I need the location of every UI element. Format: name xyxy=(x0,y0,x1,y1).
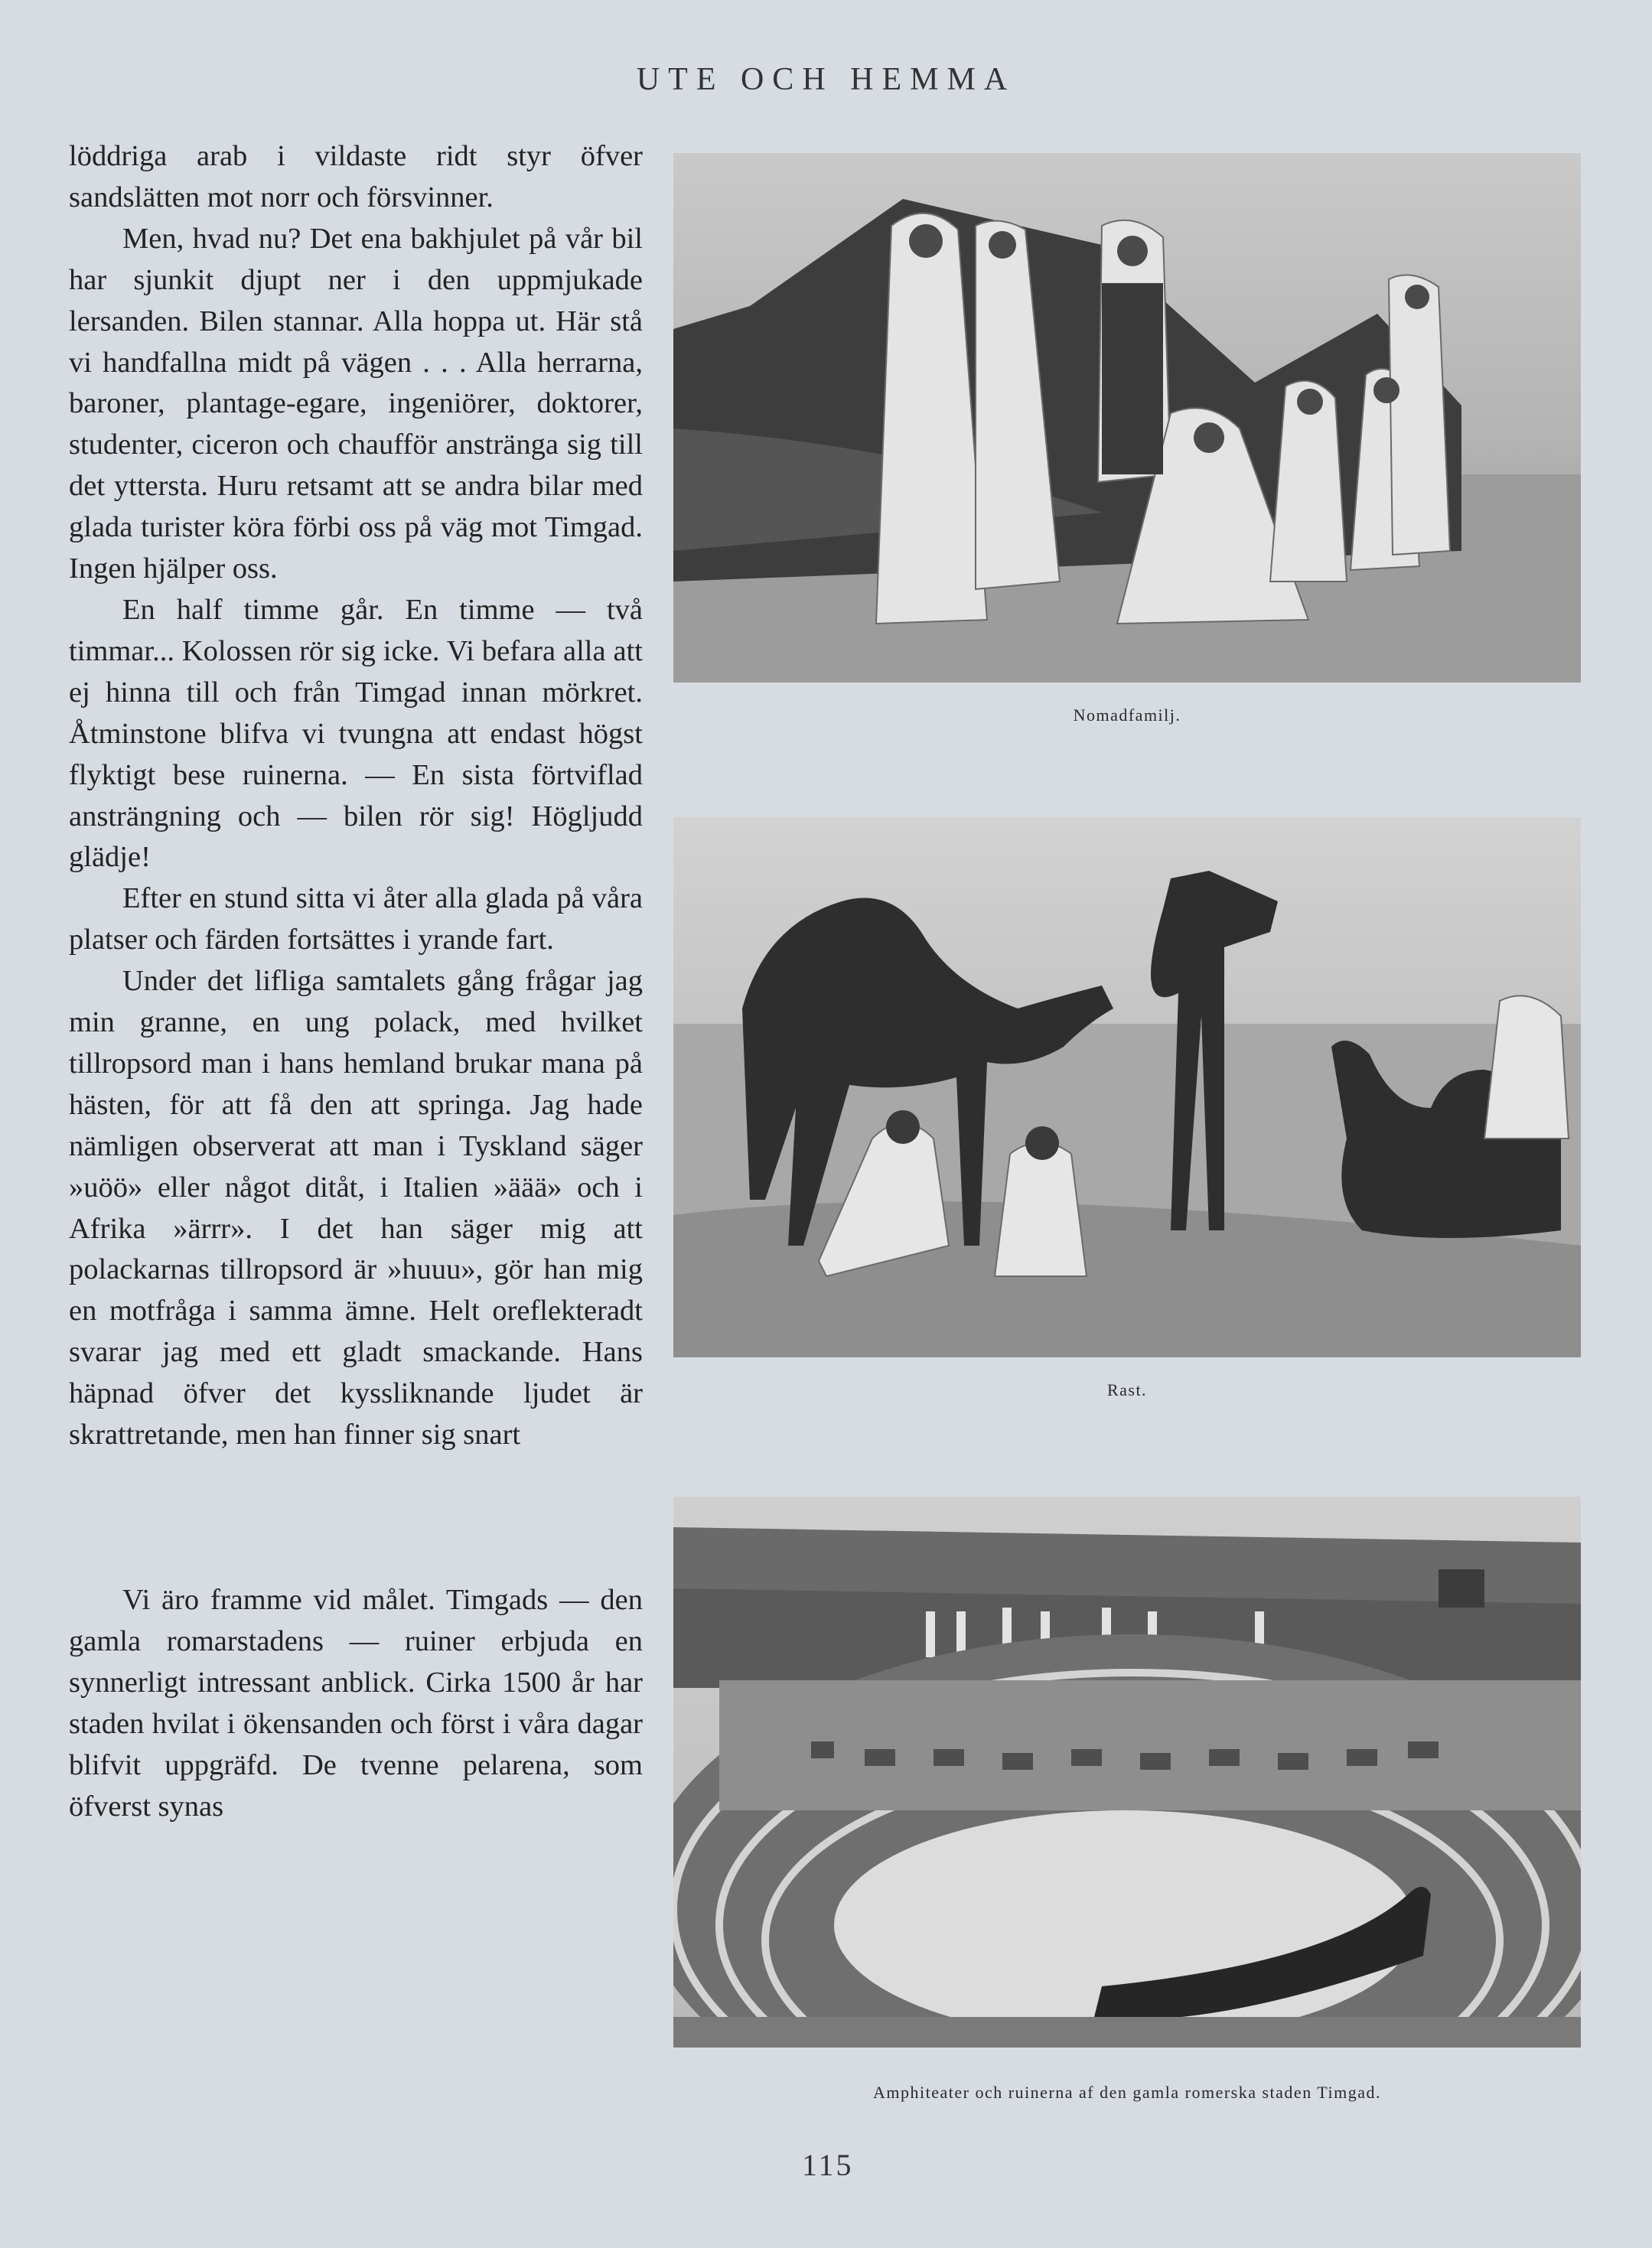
figure-caption: Rast. xyxy=(1106,1380,1148,1399)
figure-rest xyxy=(673,817,1581,1400)
body-paragraph: En half timme går. En timme — två timmar... Kolossen rör sig icke. Vi befara alla att ej hinna till och från Timgad innan mörkret. Åtminstone blifva vi tvungna att endast högst flyktigt bese ruinerna. — En sista förtviflad ansträngning och — bilen rör sig! Högljudd glädje! xyxy=(69,593,643,874)
body-text-column xyxy=(69,136,643,1827)
page-number: 115 xyxy=(802,2148,854,2182)
body-paragraph: Efter en stund sitta vi åter alla glada på våra platser och färden fortsättes i yrande fart. xyxy=(69,882,643,956)
figure-nomad-family xyxy=(673,153,1581,725)
section-gap xyxy=(69,1456,643,1580)
body-paragraph: Men, hvad nu? Det ena bakhjulet på vår bil har sjunkit djupt ner i den uppmjukade lersanden. Bilen stannar. Alla hoppa ut. Här stå vi handfallna midt på vägen . . . Alla herrarna, baroner, plantage-egare, ingeniörer, doktorer, studenter, ciceron och chaufför anstränga sig till det yttersta. Huru retsamt att se andra bilar med glada turister köra förbi oss på väg mot Timgad. Ingen hjälper oss. xyxy=(69,222,643,585)
rest-photo xyxy=(673,817,1581,1357)
body-paragraph: Under det lifliga samtalets gång frågar jag min granne, en ung polack, med hvilket tillropsord man i hans hemland brukar mana på hästen, för att få den att springa. Jag hade nämligen observerat att man i Tyskland säger »uöö» eller något ditåt, i Italien »äää» och i Afrika »ärrr». I det han säger mig att polackarnas tillropsord är »huuu», gör han mig en motfråga i samma ämne. Helt oreflekteradt svarar jag med ett gladt smackande. Hans häpnad öfver det kyssliknande ljudet är skrattretande, men han finner sig snart xyxy=(69,965,643,1451)
nomad-family-photo xyxy=(673,153,1581,683)
figure-caption: Nomadfamilj. xyxy=(1073,705,1181,725)
amphitheater-photo xyxy=(673,1497,1581,2048)
running-head: UTE OCH HEMMA xyxy=(636,62,1016,97)
figure-caption: Amphiteater och ruinerna af den gamla romerska staden Timgad. xyxy=(873,2083,1381,2102)
figure-amphitheater xyxy=(673,1497,1581,2103)
body-paragraph: löddriga arab i vildaste ridt styr öfver sandslätten mot norr och försvinner. xyxy=(69,140,643,213)
body-paragraph: Vi äro framme vid målet. Timgads — den gamla romarstadens — ruiner erbjuda en synnerligt intressant anblick. Cirka 1500 år har staden hvilat i ökensanden och först i våra dagar blifvit uppgräfd. De tvenne pelarena, som öfverst synas xyxy=(69,1584,643,1823)
